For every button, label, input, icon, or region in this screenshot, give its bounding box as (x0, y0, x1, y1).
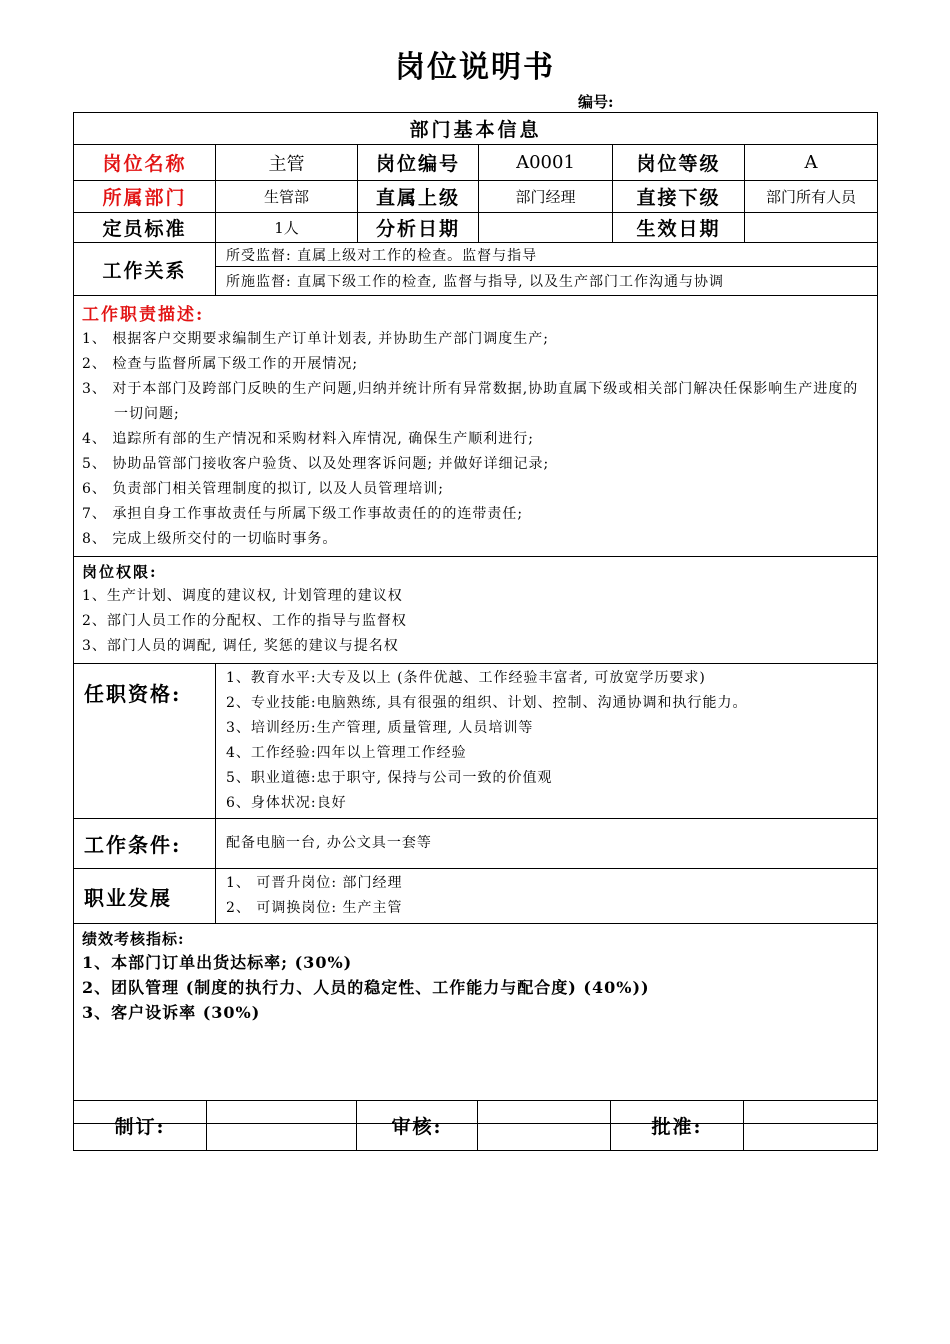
conditions-label: 工作条件: (74, 819, 216, 869)
qualification-item: 5、职业道德:忠于职守, 保持与公司一致的价值观 (226, 770, 553, 786)
duty-item: 4、 追踪所有部的生产情况和采购材料入库情况, 确保生产顺利进行; (82, 431, 534, 447)
direct-subordinate-value: 部门所有人员 (745, 181, 878, 213)
authority-item: 1、生产计划、调度的建议权, 计划管理的建议权 (82, 588, 403, 604)
authority-heading: 岗位权限: (82, 563, 158, 581)
performance-item: 1、本部门订单出货达标率; (30%) (82, 953, 353, 972)
analysis-date-value (479, 213, 613, 243)
approved-by-label: 批准: (611, 1101, 744, 1151)
reviewed-by-label: 审核: (357, 1101, 478, 1151)
duty-item: 1、 根据客户交期要求编制生产订单计划表, 并协助生产部门调度生产; (82, 331, 549, 347)
headcount-value: 1人 (216, 213, 358, 243)
career-item: 2、 可调换岗位: 生产主管 (226, 900, 403, 916)
signoff-table (73, 1100, 878, 1151)
job-description-table (73, 112, 878, 1124)
reviewed-by-field[interactable] (478, 1101, 611, 1151)
duties-section (74, 296, 878, 557)
duty-item: 5、 协助品管部门接收客户验货、以及处理客诉问题; 并做好详细记录; (82, 456, 550, 472)
duty-item: 7、 承担自身工作事故责任与所属下级工作事故责任的的连带责任; (82, 506, 524, 522)
position-code-value: A0001 (479, 145, 613, 181)
authority-item: 3、部门人员的调配, 调任, 奖惩的建议与提名权 (82, 638, 399, 654)
duty-item: 6、 负责部门相关管理制度的拟订, 以及人员管理培训; (82, 481, 444, 497)
conditions-text: 配备电脑一台, 办公文具一套等 (226, 835, 432, 851)
position-name-label: 岗位名称 (74, 145, 216, 181)
qualification-item: 2、专业技能:电脑熟练, 具有很强的组织、计划、控制、沟通协调和执行能力。 (226, 695, 748, 711)
qualifications-list (216, 664, 878, 819)
qualification-item: 1、教育水平:大专及以上 (条件优越、工作经验丰富者, 可放宽学历要求) (226, 670, 706, 686)
approved-by-field[interactable] (744, 1101, 878, 1151)
career-item: 1、 可晋升岗位: 部门经理 (226, 875, 403, 891)
page-title: 岗位说明书 (395, 50, 555, 85)
headcount-label: 定员标准 (74, 213, 216, 243)
duties-heading: 工作职责描述: (82, 305, 205, 325)
department-label: 所属部门 (74, 181, 216, 213)
position-code-label: 岗位编号 (358, 145, 479, 181)
direct-subordinate-label: 直接下级 (613, 181, 745, 213)
duty-item: 8、 完成上级所交付的一切临时事务。 (82, 531, 338, 547)
duty-item: 3、 对于本部门及跨部门反映的生产问题,归纳并统计所有异常数据,协助直属下级或相关部门解决任保影响生产进度的一切问题; (82, 381, 859, 422)
position-grade-label: 岗位等级 (613, 145, 745, 181)
career-list (216, 869, 878, 924)
document-number-label: 编号: (578, 93, 614, 111)
position-grade-value: A (745, 145, 878, 181)
supervision-received: 所受监督: 直属上级对工作的检查。监督与指导 (216, 243, 878, 267)
analysis-date-label: 分析日期 (358, 213, 479, 243)
position-name-value: 主管 (216, 145, 358, 181)
qualification-item: 6、身体状况:良好 (226, 795, 347, 811)
direct-superior-value: 部门经理 (479, 181, 613, 213)
duty-item: 2、 检查与监督所属下级工作的开展情况; (82, 356, 359, 372)
drafted-by-label: 制订: (74, 1101, 207, 1151)
basic-info-heading: 部门基本信息 (74, 113, 878, 145)
qualification-item: 3、培训经历:生产管理, 质量管理, 人员培训等 (226, 720, 534, 736)
direct-superior-label: 直属上级 (358, 181, 479, 213)
authority-item: 2、部门人员工作的分配权、工作的指导与监督权 (82, 613, 407, 629)
work-relations-label: 工作关系 (74, 243, 216, 296)
effective-date-label: 生效日期 (613, 213, 745, 243)
qualification-item: 4、工作经验:四年以上管理工作经验 (226, 745, 467, 761)
career-label: 职业发展 (74, 869, 216, 924)
conditions-cell (216, 819, 878, 869)
department-value: 生管部 (216, 181, 358, 213)
supervision-given: 所施监督: 直属下级工作的检查, 监督与指导, 以及生产部门工作沟通与协调 (216, 267, 878, 296)
performance-item: 2、团队管理 (制度的执行力、人员的稳定性、工作能力与配合度) (40%)) (82, 978, 650, 997)
drafted-by-field[interactable] (207, 1101, 357, 1151)
performance-item: 3、客户设诉率 (30%) (82, 1003, 261, 1022)
effective-date-value (745, 213, 878, 243)
performance-section (74, 924, 878, 1124)
qualifications-label: 任职资格: (74, 664, 216, 819)
authority-section (74, 557, 878, 664)
performance-heading: 绩效考核指标: (82, 930, 185, 948)
